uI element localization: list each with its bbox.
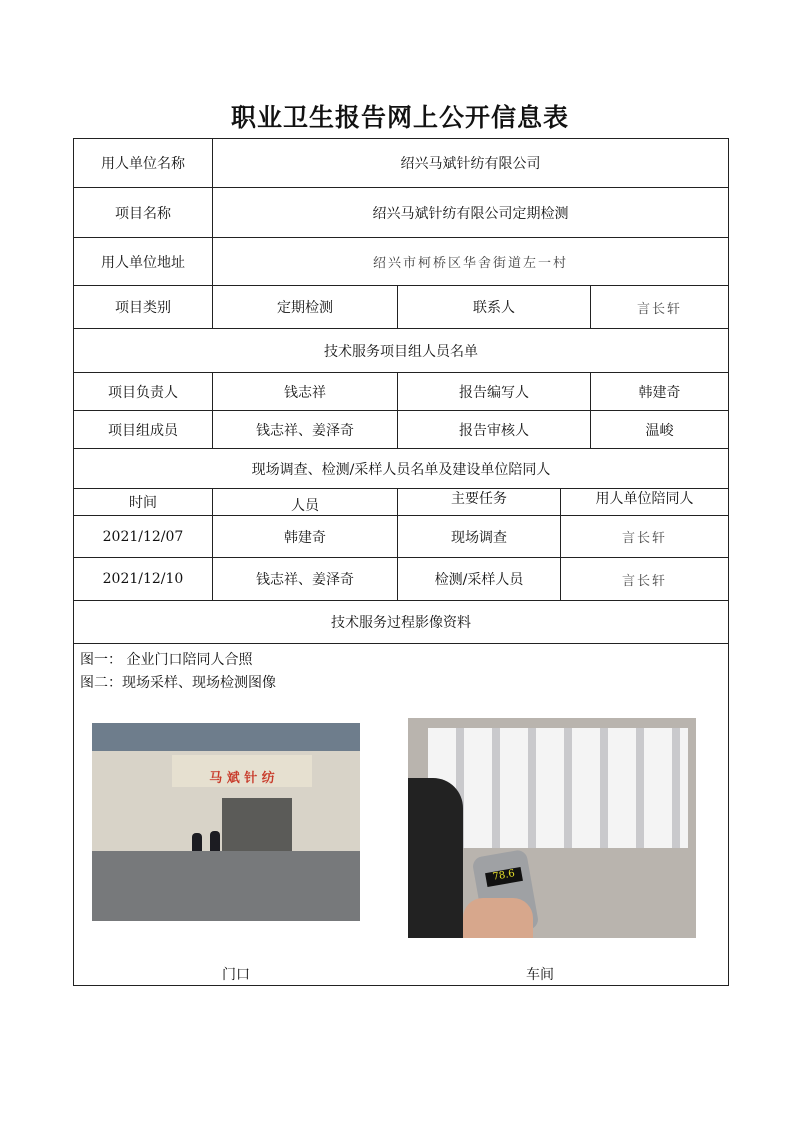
caption-entrance: 门口 xyxy=(222,967,250,983)
address-label: 用人单位地址 xyxy=(73,237,213,286)
category-label: 项目类别 xyxy=(73,285,213,329)
survey-row1-date: 2021/12/07 xyxy=(73,515,213,558)
writer-value: 韩建奇 xyxy=(590,372,729,411)
project-value: 绍兴马斌针纺有限公司定期检测 xyxy=(212,187,729,238)
members-value: 钱志祥、姜泽奇 xyxy=(212,410,398,449)
project-label: 项目名称 xyxy=(73,187,213,238)
survey-row1-task: 现场调查 xyxy=(397,515,561,558)
survey-row2-companion: 言长轩 xyxy=(560,557,729,601)
survey-header-people: 人员 xyxy=(212,488,398,516)
leader-label: 项目负责人 xyxy=(73,372,213,411)
employer-label: 用人单位名称 xyxy=(73,138,213,188)
employer-value: 绍兴马斌针纺有限公司 xyxy=(212,138,729,188)
meter-display: 78.6 xyxy=(485,867,523,887)
members-label: 项目组成员 xyxy=(73,410,213,449)
category-value: 定期检测 xyxy=(212,285,398,329)
figure1-label: 图一： 企业门口陪同人合照 xyxy=(80,652,253,668)
address-value: 绍兴市柯桥区华舍街道左一村 xyxy=(212,237,729,286)
survey-header-task: 主要任务 xyxy=(397,488,561,516)
survey-row1-companion: 言长轩 xyxy=(560,515,729,558)
entrance-photo xyxy=(92,723,360,921)
survey-row1-people: 韩建奇 xyxy=(212,515,398,558)
survey-row2-task: 检测/采样人员 xyxy=(397,557,561,601)
workshop-photo xyxy=(408,718,696,938)
survey-heading: 现场调查、检测/采样人员名单及建设单位陪同人 xyxy=(73,448,729,489)
page-title: 职业卫生报告网上公开信息表 xyxy=(230,103,569,132)
survey-header-companion: 用人单位陪同人 xyxy=(560,488,729,516)
company-sign: 马 斌 针 纺 xyxy=(172,755,312,787)
reviewer-label: 报告审核人 xyxy=(397,410,591,449)
contact-label: 联系人 xyxy=(397,285,591,329)
leader-value: 钱志祥 xyxy=(212,372,398,411)
contact-value: 言长轩 xyxy=(590,285,729,329)
caption-workshop: 车间 xyxy=(526,967,554,983)
team-heading: 技术服务项目组人员名单 xyxy=(73,328,729,373)
survey-header-time: 时间 xyxy=(73,488,213,516)
writer-label: 报告编写人 xyxy=(397,372,591,411)
survey-row2-people: 钱志祥、姜泽奇 xyxy=(212,557,398,601)
images-heading: 技术服务过程影像资料 xyxy=(73,600,729,644)
survey-row2-date: 2021/12/10 xyxy=(73,557,213,601)
reviewer-value: 温峻 xyxy=(590,410,729,449)
figure2-label: 图二：现场采样、现场检测图像 xyxy=(80,675,276,691)
